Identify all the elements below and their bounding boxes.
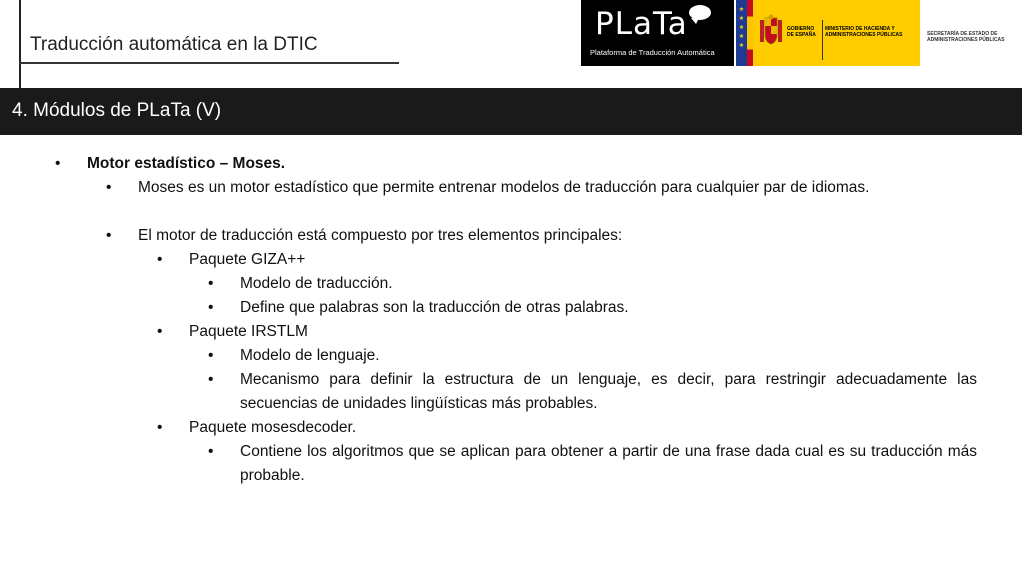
- slide-content: [0, 152, 1024, 488]
- slide-title: 4. Módulos de PLaTa (V): [12, 100, 222, 121]
- government-logo: [753, 0, 920, 66]
- bullet-text: Define que palabras son la traducción de otras palabras.: [240, 299, 629, 316]
- bullet-item: [0, 440, 1024, 488]
- bullet-text: El motor de traducción está compuesto por tres elementos principales:: [138, 227, 623, 244]
- bullet-item: [0, 176, 1024, 200]
- bullet-text: Contiene los algoritmos que se aplican para obtener a partir de una frase dada cual es su traducción más probable.: [240, 443, 977, 484]
- ministerio-text: MINISTERIO DE HACIENDA Y ADMINISTRACIONES PÚBLICAS: [825, 26, 903, 38]
- spacer: [0, 200, 1024, 224]
- bullet-item: [0, 224, 1024, 248]
- bullet-marker: •: [208, 443, 214, 460]
- speech-bubble-icon: [689, 5, 711, 20]
- bullet-marker: •: [157, 323, 163, 340]
- bullet-item: [0, 296, 1024, 320]
- bullet-item: [0, 272, 1024, 296]
- bullet-text: Motor estadístico – Moses.: [87, 155, 286, 172]
- bullet-text: Paquete GIZA++: [189, 251, 306, 268]
- presentation-title: Traducción automática en la DTIC: [30, 34, 318, 55]
- bullet-item: [0, 344, 1024, 368]
- plata-logo: [581, 0, 734, 66]
- plata-logo-subtitle: Plataforma de Traducción Automática: [590, 48, 715, 57]
- bullet-item: [0, 368, 1024, 416]
- bullet-marker: •: [157, 251, 163, 268]
- bullet-marker: •: [208, 347, 214, 364]
- header-horizontal-rule: [19, 62, 399, 64]
- bullet-item: [0, 320, 1024, 344]
- gobierno-text: GOBIERNO DE ESPAÑA: [787, 26, 816, 38]
- logo-separator: [822, 20, 823, 60]
- bullet-item: [0, 248, 1024, 272]
- coat-of-arms-icon: [758, 14, 784, 48]
- bullet-text: Paquete mosesdecoder.: [189, 419, 357, 436]
- bullet-marker: •: [208, 371, 214, 388]
- bullet-text: Modelo de traducción.: [240, 275, 393, 292]
- secretaria-text: SECRETARÍA DE ESTADO DE ADMINISTRACIONES PÚBLICAS: [927, 31, 1005, 43]
- header-vertical-rule: [19, 0, 21, 88]
- bullet-marker: •: [106, 179, 112, 196]
- bullet-item: [0, 416, 1024, 440]
- bullet-marker: •: [55, 155, 61, 172]
- plata-logo-word: PLaTa: [595, 6, 688, 42]
- bullet-marker: •: [106, 227, 112, 244]
- bullet-text: Mecanismo para definir la estructura de un lenguaje, es decir, para restringir adecuadamente las secuencias de unidades lingüísticas más probables.: [240, 371, 977, 412]
- eu-flag-icon: ★ ★ ★ ★ ★: [736, 0, 747, 66]
- bullet-text: Moses es un motor estadístico que permite entrenar modelos de traducción para cualquier par de idiomas.: [138, 179, 870, 196]
- bullet-marker: •: [208, 275, 214, 292]
- bullet-text: Modelo de lenguaje.: [240, 347, 380, 364]
- bullet-text: Paquete IRSTLM: [189, 323, 308, 340]
- bullet-marker: •: [157, 419, 163, 436]
- bullet-item: [0, 152, 1024, 176]
- bullet-marker: •: [208, 299, 214, 316]
